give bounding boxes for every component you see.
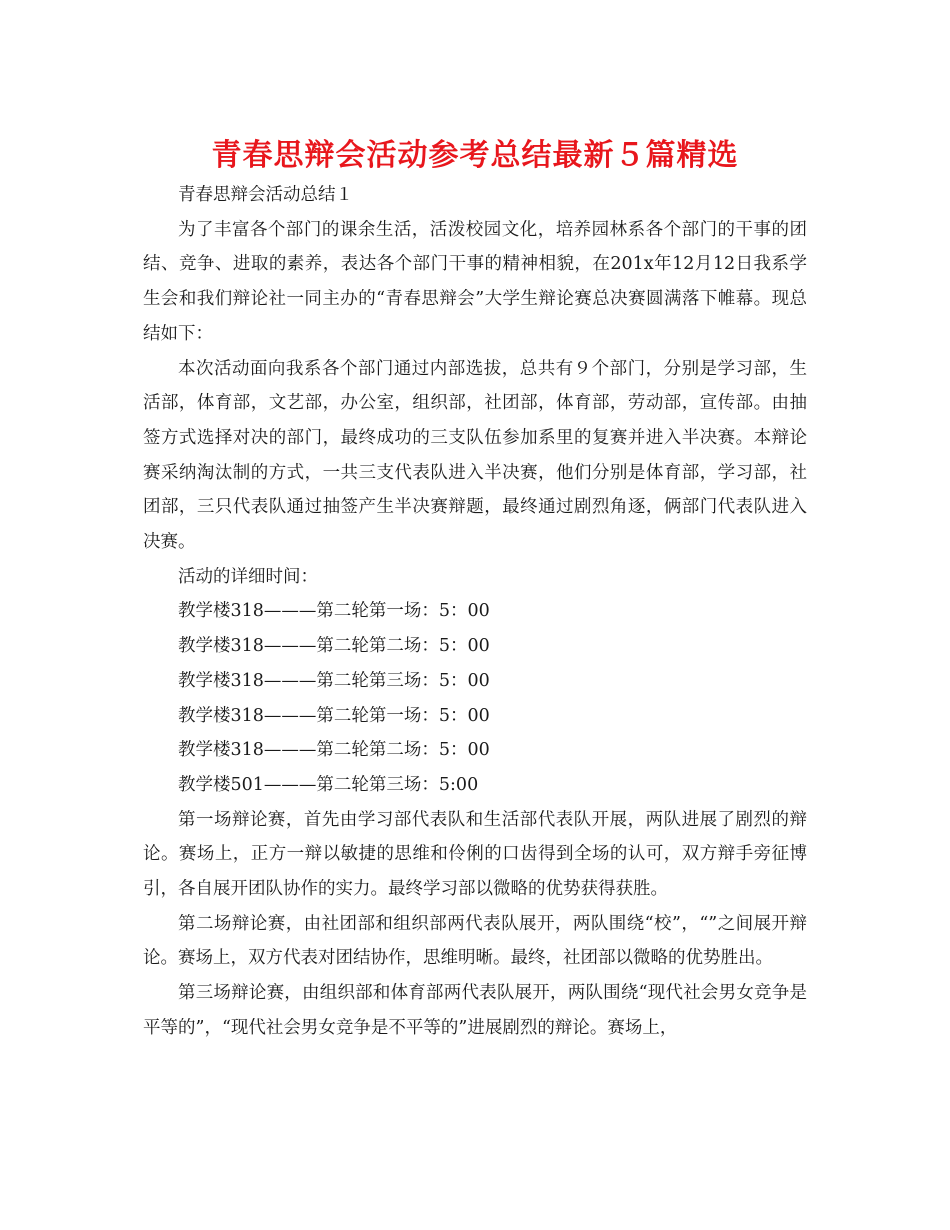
document-body (143, 178, 807, 1046)
paragraph: 活动的详细时间： (178, 566, 318, 587)
paragraph: 为了丰富各个部门的课余生活，活泼校园文化，培养园林系各个部门的干事的团结、竞争、进取的素养，表达各个部门干事的精神相貌，在201x年12月12日我系学生会和我们辩论社一同主办的“青春思辩会”大学生辩论赛总决赛圆满落下帷幕。现总结如下： (143, 219, 807, 344)
paragraph: 第二场辩论赛，由社团部和组织部两代表队展开，两队围绕“校”，“”之间展开辩论。赛场上，双方代表对团结协作，思维明晰。最终，社团部以微略的优势胜出。 (143, 913, 807, 969)
schedule-line: 教学楼318———第二轮第三场：5：00 (178, 670, 490, 691)
paragraph: 第三场辩论赛，由组织部和体育部两代表队展开，两队围绕“现代社会男女竞争是平等的”，“现代社会男女竞争是不平等的”进展剧烈的辩论。赛场上， (143, 983, 807, 1038)
schedule-line: 教学楼318———第二轮第二场：5：00 (178, 636, 490, 657)
schedule-line: 教学楼501———第二轮第三场：5:00 (178, 774, 479, 795)
document-title: 青春思辩会活动参考总结最新５篇精选 (211, 138, 739, 173)
paragraph: 第一场辩论赛，首先由学习部代表队和生活部代表队开展，两队进展了剧烈的辩论。赛场上，正方一辩以敏捷的思维和伶俐的口齿得到全场的认可，双方辩手旁征博引，各自展开团队协作的实力。最终学习部以微略的优势获得获胜。 (143, 809, 807, 900)
section-heading: 青春思辩会活动总结１ (178, 185, 353, 205)
schedule-line: 教学楼318———第二轮第一场：5：00 (178, 705, 490, 726)
paragraph: 本次活动面向我系各个部门通过内部选拔，总共有９个部门，分别是学习部，生活部，体育部，文艺部，办公室，组织部，社团部，体育部，劳动部，宣传部。由抽签方式选择对决的部门，最终成功的三支队伍参加系里的复赛并进入半决赛。本辩论赛采纳淘汰制的方式，一共三支代表队进入半决赛，他们分别是体育部，学习部，社团部，三只代表队通过抽签产生半决赛辩题，最终通过剧烈角逐，俩部门代表队进入决赛。 (143, 358, 807, 553)
schedule-line: 教学楼318———第二轮第一场：5：00 (178, 601, 490, 622)
schedule-line: 教学楼318———第二轮第二场：5：00 (178, 740, 490, 761)
